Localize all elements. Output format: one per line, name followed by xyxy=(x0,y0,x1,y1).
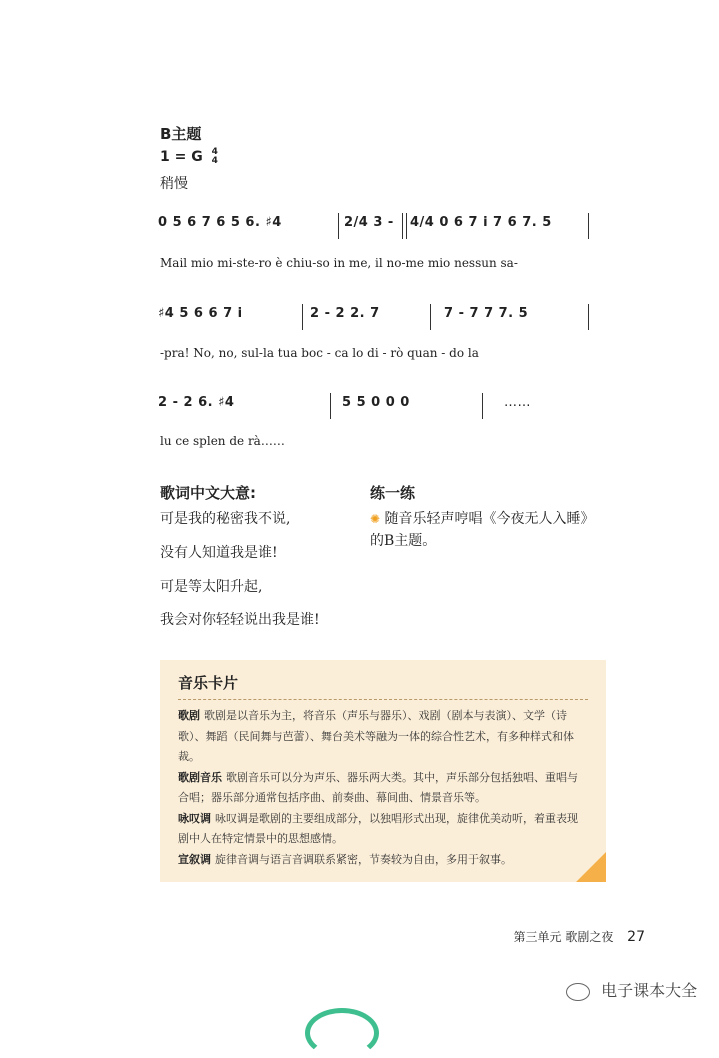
page-number: 27 xyxy=(627,929,645,945)
page-footer xyxy=(514,928,645,945)
bar-line xyxy=(588,304,589,330)
measure: ♯4 5 6 6 7 i xyxy=(158,306,243,321)
chat-icon xyxy=(566,983,590,1001)
measure: 2 - 2 2. 7 xyxy=(310,306,380,321)
card-entry xyxy=(178,706,588,768)
music-card xyxy=(160,660,606,882)
measure: 2 - 2 6. ♯4 xyxy=(158,395,235,410)
entry-term: 歌剧 xyxy=(178,709,200,722)
practice-line-2: 的B主题。 xyxy=(370,533,437,549)
watermark xyxy=(566,978,697,1001)
bar-line xyxy=(402,213,407,239)
lyrics-meaning-line: 可是等太阳升起, xyxy=(160,579,263,595)
card-entry xyxy=(178,809,588,850)
measure: 7 - 7 7 7. 5 xyxy=(444,306,529,321)
lyrics-row-1: Mail mio mi-ste-ro è chiu-so in me, il no-me mio nessun sa- xyxy=(160,256,518,270)
bar-line xyxy=(302,304,303,330)
lyrics-meaning-heading: 歌词中文大意: xyxy=(160,484,256,502)
lyrics-row-2: -pra! No, no, sul-la tua boc - ca lo di - rò quan - do la xyxy=(160,346,479,360)
measure: 5 5 0 0 0 xyxy=(342,395,410,410)
entry-text: 歌剧是以音乐为主，将音乐（声乐与器乐）、戏剧（剧本与表演）、文学（诗歌）、舞蹈（民间舞与芭蕾）、舞台美术等融为一体的综合性艺术，有多种样式和体裁。 xyxy=(178,709,574,763)
card-title: 音乐卡片 xyxy=(178,674,239,692)
entry-text: 旋律音调与语言音调联系紧密，节奏较为自由，多用于叙事。 xyxy=(215,852,512,866)
page-curl-icon xyxy=(576,852,606,882)
entry-term: 咏叹调 xyxy=(178,811,211,825)
measure: 4/4 0 6 7 i 7 6 7. 5 xyxy=(410,215,552,230)
lyrics-meaning-line: 可是我的秘密我不说, xyxy=(160,511,291,527)
watermark-text: 电子课本大全 xyxy=(601,981,698,1000)
card-entry xyxy=(178,850,588,871)
time-bottom: 4 xyxy=(211,156,218,166)
time-top: 4 xyxy=(211,147,218,157)
bullet-icon: ✺ xyxy=(370,512,381,526)
bar-line xyxy=(338,213,339,239)
score-row-3 xyxy=(158,395,592,421)
practice-heading: 练一练 xyxy=(370,484,416,502)
bar-line xyxy=(482,393,483,419)
entry-text: 歌剧音乐可以分为声乐、器乐两大类。其中，声乐部分包括独唱、重唱与合唱；器乐部分通常包括序曲、前奏曲、幕间曲、情景音乐等。 xyxy=(178,770,578,804)
green-arc-decoration xyxy=(305,1008,379,1058)
practice-text xyxy=(370,508,615,554)
section-title: B主题 xyxy=(160,125,202,143)
entry-text: 咏叹调是歌剧的主要组成部分，以独唱形式出现，旋律优美动听，着重表现剧中人在特定情景中的思想感情。 xyxy=(178,811,578,845)
bar-line xyxy=(430,304,431,330)
practice-line-1: 随音乐轻声哼唱《今夜无人入睡》 xyxy=(384,511,595,527)
tempo-marking: 稍慢 xyxy=(160,176,188,192)
lyrics-meaning-line: 没有人知道我是谁! xyxy=(160,545,278,561)
ellipsis: …… xyxy=(504,395,531,410)
entry-term: 歌剧音乐 xyxy=(178,770,222,784)
key-signature xyxy=(160,148,218,166)
score-row-1 xyxy=(158,215,592,241)
key-text: 1 = G xyxy=(160,149,203,165)
measure: 0 5 6 7 6 5 6. ♯4 xyxy=(158,215,282,230)
card-entry xyxy=(178,768,588,809)
entry-term: 宣叙调 xyxy=(178,852,211,866)
bar-line xyxy=(588,213,589,239)
lyrics-row-3: lu ce splen de rà…… xyxy=(160,434,285,448)
time-signature xyxy=(212,148,218,166)
score-row-2 xyxy=(158,306,592,332)
unit-title: 第三单元 歌剧之夜 xyxy=(513,930,614,944)
lyrics-meaning-line: 我会对你轻轻说出我是谁! xyxy=(160,612,320,628)
card-divider xyxy=(178,699,588,700)
measure: 2/4 3 - xyxy=(344,215,394,230)
bar-line xyxy=(330,393,331,419)
card-body xyxy=(178,706,588,870)
